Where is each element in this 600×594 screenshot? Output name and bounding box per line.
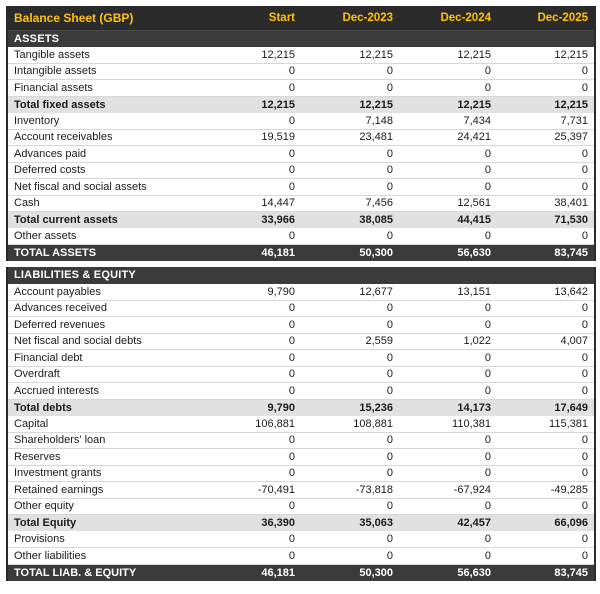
cell-value: 0 [203, 179, 301, 196]
subtotal-row [7, 515, 595, 532]
row-label: Accrued interests [7, 383, 203, 400]
cell-value: 7,456 [301, 195, 399, 212]
column-header-dec-2025: Dec-2025 [497, 6, 595, 30]
cell-value: 0 [497, 465, 595, 482]
cell-value: 83,745 [497, 564, 595, 581]
table-row [7, 350, 595, 367]
table-row [7, 129, 595, 146]
table-row [7, 383, 595, 400]
table-row [7, 416, 595, 433]
cell-value: 0 [497, 317, 595, 334]
cell-value: 12,215 [301, 47, 399, 64]
subtotal-row [7, 96, 595, 113]
table-row [7, 47, 595, 64]
section-header-row [7, 30, 595, 47]
cell-value: 24,421 [399, 129, 497, 146]
grand-total-row [7, 245, 595, 262]
row-label: Retained earnings [7, 482, 203, 499]
row-label: Tangible assets [7, 47, 203, 64]
cell-value: 12,561 [399, 195, 497, 212]
row-label: Provisions [7, 531, 203, 548]
row-label: Total current assets [7, 212, 203, 229]
cell-value: 13,151 [399, 284, 497, 301]
row-label: Net fiscal and social assets [7, 179, 203, 196]
cell-value: 50,300 [301, 564, 399, 581]
row-label: Advances paid [7, 146, 203, 163]
cell-value: 0 [203, 317, 301, 334]
row-label: Total Equity [7, 515, 203, 532]
row-label: Cash [7, 195, 203, 212]
table-row [7, 482, 595, 499]
subtotal-row [7, 212, 595, 229]
cell-value: 110,381 [399, 416, 497, 433]
cell-value: 0 [301, 366, 399, 383]
table-row [7, 146, 595, 163]
row-label: Shareholders' loan [7, 432, 203, 449]
cell-value: 0 [203, 449, 301, 466]
cell-value: 83,745 [497, 245, 595, 262]
row-label: Total fixed assets [7, 96, 203, 113]
cell-value: 9,790 [203, 284, 301, 301]
cell-value: 0 [399, 366, 497, 383]
cell-value: 0 [203, 63, 301, 80]
cell-value: 0 [301, 300, 399, 317]
cell-value: 14,447 [203, 195, 301, 212]
cell-value: 0 [497, 162, 595, 179]
cell-value: 0 [203, 113, 301, 130]
cell-value: 0 [203, 162, 301, 179]
cell-value: 19,519 [203, 129, 301, 146]
cell-value: 0 [203, 350, 301, 367]
table-row [7, 548, 595, 565]
section-header-row [7, 267, 595, 284]
cell-value: 12,215 [497, 47, 595, 64]
cell-value: 108,881 [301, 416, 399, 433]
cell-value: 12,215 [203, 47, 301, 64]
cell-value: 46,181 [203, 564, 301, 581]
table-row [7, 228, 595, 245]
cell-value: 0 [301, 383, 399, 400]
cell-value: 0 [497, 449, 595, 466]
row-label: Intangible assets [7, 63, 203, 80]
cell-value: 12,215 [399, 96, 497, 113]
cell-value: 71,530 [497, 212, 595, 229]
cell-value: 15,236 [301, 399, 399, 416]
cell-value: 0 [301, 548, 399, 565]
table-title: Balance Sheet (GBP) [7, 6, 203, 30]
table-row [7, 498, 595, 515]
table-row [7, 113, 595, 130]
cell-value: 0 [203, 548, 301, 565]
row-label: Account receivables [7, 129, 203, 146]
cell-value: 0 [399, 162, 497, 179]
cell-value: 0 [497, 179, 595, 196]
cell-value: 36,390 [203, 515, 301, 532]
cell-value: 7,148 [301, 113, 399, 130]
row-label: Financial debt [7, 350, 203, 367]
table-row [7, 195, 595, 212]
cell-value: 9,790 [203, 399, 301, 416]
row-label: TOTAL LIAB. & EQUITY [7, 564, 203, 581]
cell-value: 0 [399, 146, 497, 163]
cell-value: -70,491 [203, 482, 301, 499]
cell-value: 1,022 [399, 333, 497, 350]
cell-value: 0 [497, 548, 595, 565]
table-row [7, 80, 595, 97]
cell-value: 0 [399, 228, 497, 245]
table-row [7, 449, 595, 466]
cell-value: 0 [497, 63, 595, 80]
row-label: Deferred costs [7, 162, 203, 179]
cell-value: 56,630 [399, 245, 497, 262]
cell-value: 0 [301, 531, 399, 548]
cell-value: 0 [399, 383, 497, 400]
cell-value: 0 [203, 531, 301, 548]
cell-value: -49,285 [497, 482, 595, 499]
cell-value: 33,966 [203, 212, 301, 229]
cell-value: 0 [399, 80, 497, 97]
cell-value: 0 [497, 498, 595, 515]
cell-value: 0 [399, 449, 497, 466]
cell-value: 0 [497, 350, 595, 367]
cell-value: 0 [497, 228, 595, 245]
row-label: Reserves [7, 449, 203, 466]
cell-value: 38,401 [497, 195, 595, 212]
row-label: Other assets [7, 228, 203, 245]
cell-value: 0 [399, 548, 497, 565]
cell-value: 7,731 [497, 113, 595, 130]
cell-value: 0 [301, 465, 399, 482]
section-header-label: ASSETS [7, 30, 595, 47]
cell-value: 0 [301, 228, 399, 245]
cell-value: 7,434 [399, 113, 497, 130]
cell-value: 0 [203, 333, 301, 350]
cell-value: 0 [399, 498, 497, 515]
cell-value: 12,215 [301, 96, 399, 113]
cell-value: 0 [399, 179, 497, 196]
cell-value: 0 [497, 383, 595, 400]
cell-value: 0 [497, 432, 595, 449]
table-row [7, 317, 595, 334]
column-header-start: Start [203, 6, 301, 30]
cell-value: 23,481 [301, 129, 399, 146]
cell-value: 0 [203, 228, 301, 245]
table-header-row [7, 6, 595, 30]
cell-value: 0 [399, 531, 497, 548]
cell-value: 0 [301, 179, 399, 196]
cell-value: 0 [399, 300, 497, 317]
cell-value: 0 [497, 300, 595, 317]
cell-value: 44,415 [399, 212, 497, 229]
cell-value: 0 [203, 80, 301, 97]
cell-value: 0 [399, 350, 497, 367]
table-row [7, 300, 595, 317]
row-label: Other liabilities [7, 548, 203, 565]
table-row [7, 465, 595, 482]
table-row [7, 162, 595, 179]
cell-value: 25,397 [497, 129, 595, 146]
cell-value: 0 [399, 465, 497, 482]
balance-sheet-body [7, 30, 595, 581]
cell-value: 42,457 [399, 515, 497, 532]
table-row [7, 179, 595, 196]
row-label: Other equity [7, 498, 203, 515]
cell-value: 0 [301, 146, 399, 163]
section-header-label: LIABILITIES & EQUITY [7, 267, 595, 284]
cell-value: 0 [203, 432, 301, 449]
cell-value: 0 [203, 366, 301, 383]
grand-total-row [7, 564, 595, 581]
row-label: Total debts [7, 399, 203, 416]
cell-value: 0 [301, 498, 399, 515]
cell-value: 0 [497, 80, 595, 97]
cell-value: 0 [203, 465, 301, 482]
cell-value: 0 [203, 498, 301, 515]
balance-sheet-table [6, 6, 596, 581]
table-row [7, 63, 595, 80]
table-row [7, 333, 595, 350]
cell-value: 0 [203, 146, 301, 163]
cell-value: 0 [301, 432, 399, 449]
cell-value: 0 [203, 300, 301, 317]
cell-value: 35,063 [301, 515, 399, 532]
cell-value: 38,085 [301, 212, 399, 229]
cell-value: 0 [497, 531, 595, 548]
row-label: TOTAL ASSETS [7, 245, 203, 262]
table-row [7, 366, 595, 383]
row-label: Financial assets [7, 80, 203, 97]
table-row [7, 531, 595, 548]
row-label: Overdraft [7, 366, 203, 383]
cell-value: 0 [497, 366, 595, 383]
row-label: Inventory [7, 113, 203, 130]
cell-value: 0 [203, 383, 301, 400]
cell-value: 0 [497, 146, 595, 163]
cell-value: 46,181 [203, 245, 301, 262]
cell-value: 17,649 [497, 399, 595, 416]
cell-value: 12,215 [399, 47, 497, 64]
row-label: Deferred revenues [7, 317, 203, 334]
table-row [7, 432, 595, 449]
cell-value: 12,677 [301, 284, 399, 301]
row-label: Advances received [7, 300, 203, 317]
cell-value: -73,818 [301, 482, 399, 499]
cell-value: 0 [399, 317, 497, 334]
cell-value: 12,215 [203, 96, 301, 113]
cell-value: 66,096 [497, 515, 595, 532]
cell-value: 0 [301, 80, 399, 97]
cell-value: -67,924 [399, 482, 497, 499]
cell-value: 0 [301, 449, 399, 466]
cell-value: 2,559 [301, 333, 399, 350]
cell-value: 56,630 [399, 564, 497, 581]
cell-value: 115,381 [497, 416, 595, 433]
row-label: Account payables [7, 284, 203, 301]
row-label: Investment grants [7, 465, 203, 482]
column-header-dec-2024: Dec-2024 [399, 6, 497, 30]
cell-value: 14,173 [399, 399, 497, 416]
cell-value: 0 [301, 350, 399, 367]
cell-value: 0 [399, 432, 497, 449]
row-label: Capital [7, 416, 203, 433]
table-row [7, 284, 595, 301]
cell-value: 0 [301, 317, 399, 334]
cell-value: 0 [301, 162, 399, 179]
cell-value: 50,300 [301, 245, 399, 262]
cell-value: 4,007 [497, 333, 595, 350]
cell-value: 12,215 [497, 96, 595, 113]
cell-value: 0 [399, 63, 497, 80]
subtotal-row [7, 399, 595, 416]
cell-value: 0 [301, 63, 399, 80]
cell-value: 13,642 [497, 284, 595, 301]
column-header-dec-2023: Dec-2023 [301, 6, 399, 30]
row-label: Net fiscal and social debts [7, 333, 203, 350]
cell-value: 106,881 [203, 416, 301, 433]
